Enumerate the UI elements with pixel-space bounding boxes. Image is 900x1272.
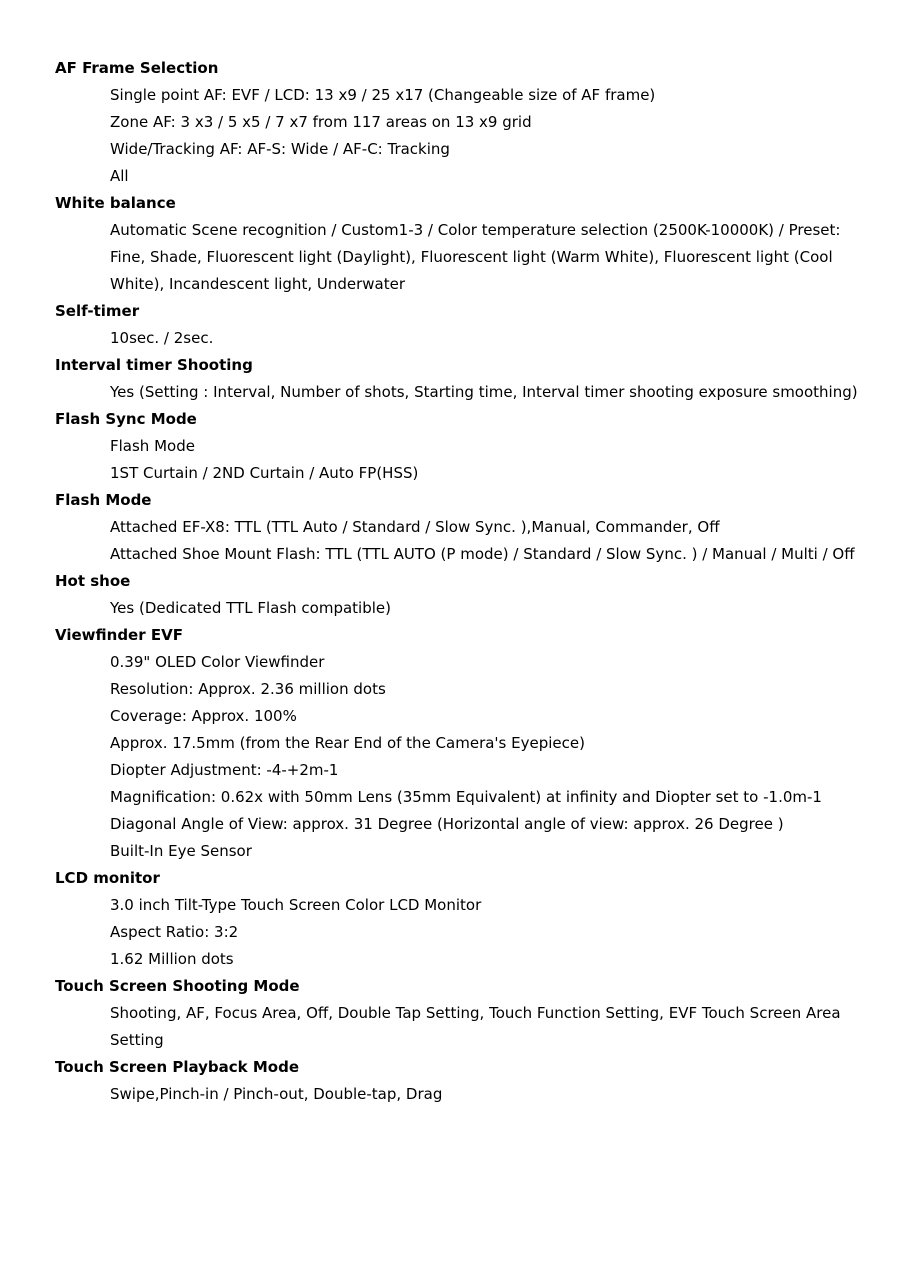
spec-section-interval-timer [0, 352, 900, 406]
section-title: Flash Mode [55, 491, 152, 509]
spec-line: Aspect Ratio: 3:2 [110, 923, 239, 941]
spec-lines [0, 649, 900, 865]
section-title: White balance [55, 194, 176, 212]
spec-line: Magnification: 0.62x with 50mm Lens (35mm Equivalent) at infinity and Diopter set to -1.0m-1 [110, 788, 822, 806]
spec-lines [0, 892, 900, 973]
spec-line: 1.62 Million dots [110, 950, 234, 968]
spec-lines [0, 595, 900, 622]
spec-section-lcd-monitor [0, 865, 900, 973]
spec-page [0, 55, 900, 1108]
spec-lines [0, 1081, 900, 1108]
spec-line: Flash Mode [110, 437, 195, 455]
spec-line: Diopter Adjustment: -4-+2m-1 [110, 761, 339, 779]
spec-lines [0, 217, 900, 298]
section-title: AF Frame Selection [55, 59, 219, 77]
spec-lines [0, 82, 900, 190]
section-title: Interval timer Shooting [55, 356, 253, 374]
spec-line: Attached EF-X8: TTL (TTL Auto / Standard / Slow Sync. ),Manual, Commander, Off [110, 518, 720, 536]
spec-lines [0, 379, 900, 406]
spec-line: Wide/Tracking AF: AF-S: Wide / AF-C: Tracking [110, 140, 450, 158]
spec-line: Single point AF: EVF / LCD: 13 x9 / 25 x17 (Changeable size of AF frame) [110, 86, 656, 104]
section-title: Touch Screen Playback Mode [55, 1058, 300, 1076]
spec-section-af-frame-selection [0, 55, 900, 190]
spec-section-viewfinder-evf [0, 622, 900, 865]
spec-line: 1ST Curtain / 2ND Curtain / Auto FP(HSS) [110, 464, 419, 482]
spec-line: Coverage: Approx. 100% [110, 707, 297, 725]
spec-line: Swipe,Pinch-in / Pinch-out, Double-tap, Drag [110, 1085, 443, 1103]
spec-line: Attached Shoe Mount Flash: TTL (TTL AUTO (P mode) / Standard / Slow Sync. ) / Manual / Multi / Off [110, 545, 855, 563]
spec-line: Shooting, AF, Focus Area, Off, Double Tap Setting, Touch Function Setting, EVF Touch Screen Area Setting [110, 1004, 841, 1049]
spec-section-white-balance [0, 190, 900, 298]
spec-line: 0.39" OLED Color Viewfinder [110, 653, 325, 671]
spec-section-touch-screen-playback [0, 1054, 900, 1108]
section-title: Touch Screen Shooting Mode [55, 977, 300, 995]
section-title: LCD monitor [55, 869, 160, 887]
spec-line: Resolution: Approx. 2.36 million dots [110, 680, 386, 698]
section-title: Hot shoe [55, 572, 131, 590]
spec-line: Zone AF: 3 x3 / 5 x5 / 7 x7 from 117 areas on 13 x9 grid [110, 113, 532, 131]
spec-section-self-timer [0, 298, 900, 352]
section-title: Viewfinder EVF [55, 626, 183, 644]
spec-lines [0, 514, 900, 568]
spec-line: 10sec. / 2sec. [110, 329, 214, 347]
spec-section-flash-sync-mode [0, 406, 900, 487]
spec-line: Yes (Setting : Interval, Number of shots, Starting time, Interval timer shooting exposure smoothing) [110, 383, 858, 401]
spec-lines [0, 433, 900, 487]
section-title: Flash Sync Mode [55, 410, 197, 428]
spec-lines [0, 325, 900, 352]
spec-section-flash-mode [0, 487, 900, 568]
spec-line: 3.0 inch Tilt-Type Touch Screen Color LCD Monitor [110, 896, 482, 914]
spec-line: Approx. 17.5mm (from the Rear End of the Camera's Eyepiece) [110, 734, 585, 752]
spec-line: Diagonal Angle of View: approx. 31 Degree (Horizontal angle of view: approx. 26 Degree ) [110, 815, 784, 833]
spec-line: Automatic Scene recognition / Custom1-3 / Color temperature selection (2500K-10000K) / Preset: Fine, Shade, Fluorescent light (Daylight), Fluorescent light (Warm White), Fluorescent light (Cool White), Incandescent light, Underwater [110, 221, 841, 293]
section-title: Self-timer [55, 302, 140, 320]
spec-lines [0, 1000, 900, 1054]
spec-section-hot-shoe [0, 568, 900, 622]
spec-section-touch-screen-shooting [0, 973, 900, 1054]
spec-line: Built-In Eye Sensor [110, 842, 252, 860]
spec-line: Yes (Dedicated TTL Flash compatible) [110, 599, 391, 617]
spec-line: All [110, 167, 129, 185]
